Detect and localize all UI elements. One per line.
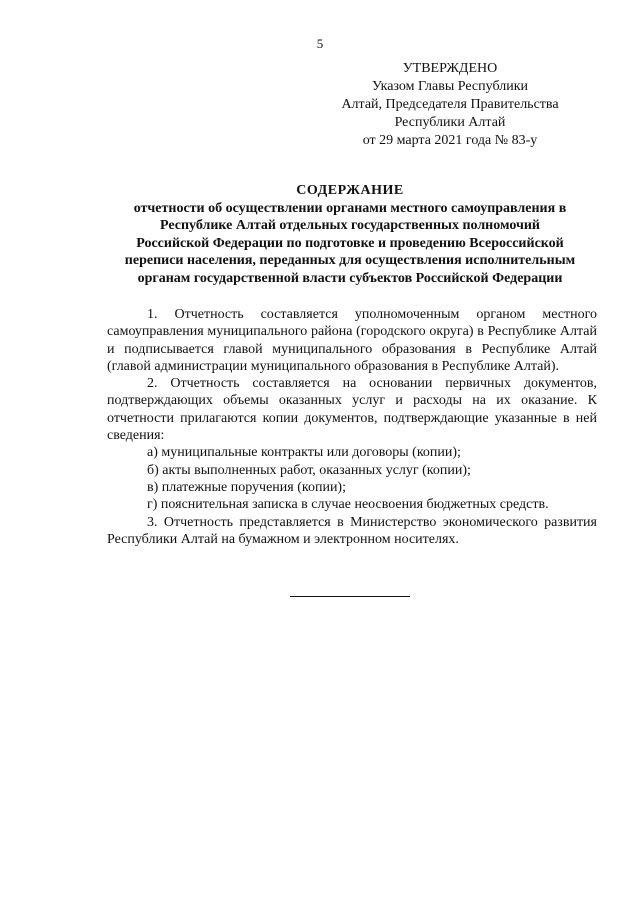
list-item: в) платежные поручения (копии);: [147, 479, 346, 495]
document-title: СОДЕРЖАНИЕ: [296, 183, 404, 198]
document-body: [107, 306, 597, 548]
document-subtitle-line: Российской Федерации по подготовке и проведению Всероссийской: [136, 235, 564, 251]
approval-line: УТВЕРЖДЕНО: [402, 61, 498, 76]
closing-separator-line: [290, 596, 410, 597]
document-subtitle-line: Республике Алтай отдельных государственных полномочий: [160, 218, 540, 233]
approval-line: Указом Главы Республики: [371, 79, 529, 94]
approval-line: от 29 марта 2021 года № 83-у: [362, 133, 538, 148]
paragraph-2: 2. Отчетность составляется на основании первичных документов, подтверждающих объемы оказанных услуг и расходы на их оказание. К отчетности прилагаются копии документов, подтверждающие указанные в ней сведения:: [107, 376, 597, 444]
approval-line: Алтай, Председателя Правительства: [341, 97, 559, 112]
approval-stamp-block: [320, 60, 580, 150]
document-subtitle-line: переписи населения, переданных для осуществления исполнительным: [124, 253, 576, 268]
list-item: а) муниципальные контракты или договоры (копии);: [147, 445, 461, 461]
page-number: 5: [316, 36, 324, 51]
paragraph-1: 1. Отчетность составляется уполномоченным органом местного самоуправления муниципального района (городского округа) в Республике Алтай и подписывается главой муниципального образования в Республике Алтай (главой администрации муниципального образования в Республике Алтай).: [107, 307, 597, 374]
list-item: г) пояснительная записка в случае неосвоения бюджетных средств.: [147, 497, 549, 513]
approval-line: Республики Алтай: [394, 115, 506, 130]
document-subtitle-line: органам государственной власти субъектов Российской Федерации: [137, 270, 563, 286]
list-item: б) акты выполненных работ, оказанных услуг (копии);: [147, 462, 471, 478]
paragraph-3: 3. Отчетность представляется в Министерство экономического развития Республики Алтай на бумажном и электронном носителях.: [107, 514, 597, 547]
document-subtitle-line: отчетности об осуществлении органами местного самоуправления в: [133, 200, 567, 216]
document-heading: [100, 182, 600, 287]
